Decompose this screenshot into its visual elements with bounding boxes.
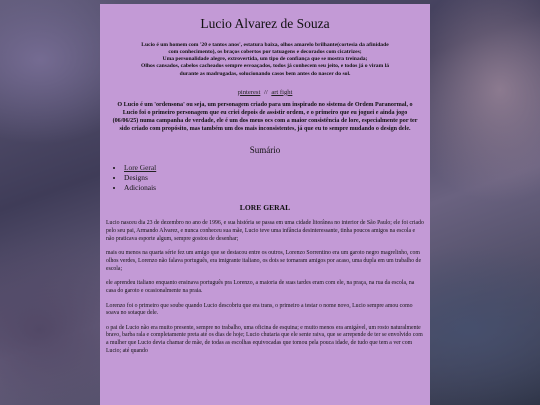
summary-heading: Sumário [249, 145, 281, 156]
lore-geral-link[interactable]: Lore Geral [124, 163, 157, 173]
intro-line: Olhos cansados, cabelos cacheados sempre esvoaçados, todos já conhecem seu jeito, e todos já o viram lá [140, 63, 390, 70]
lore-paragraph: mais ou menos na quarta série fez um amigo que se destacou entre os outros, Lorenzo Sorrentino era um garoto negro magrelinho, com olhos verdes, Lorenzo não falava português, era imigrante italiano, os dois se tornaram amigos por acaso, uma dupla em um trabalho de escola; [106, 250, 422, 272]
summary-item-lore-geral [124, 163, 424, 173]
lore-paragraph: ele aprendeu italiano enquanto ensinava português pra Lorenzo, a maioria de suas tardes eram com ele, na praça, na rua da escola, na casa do garoto e ocasionalmente na praia. [106, 280, 415, 294]
intro-text [108, 42, 422, 78]
lore-paragraph: Lucio nasceu dia 23 de dezembro no ano de 1996, e sua história se passa em uma cidade litorânea no interior de São Paulo; ele foi criado pelo seu pai, Armando Alvarez, e nunca conheceu sua mãe, Lucio teve uma infância desinteressante, tinha poucos amigos na escola e não praticava esporte algum, sempre gostou de desenhar; [106, 220, 424, 242]
external-links [106, 89, 424, 96]
content-panel [100, 4, 430, 405]
lore-paragraph: o pai de Lucio não era muito presente, sempre no trabalho, uma oficina de esquina; e muito menos era amigável, um rosto naturalmente bravo, barba rala e completamente preta até os dias de hoje; Lucio chutaria que ele sente raiva, que se arrepende de ter se envolvido com a mulher que Lucio devia chamar de mãe, de todas as escolhas equivocadas que tomou pela pouca idade, de tudo que tem a ver com Lucio; até quando [106, 324, 423, 354]
summary-item-adicionais: • Adicionais [124, 183, 424, 193]
lore-body [106, 220, 424, 355]
page-title: Lucio Alvarez de Souza [200, 16, 330, 31]
art-fight-link[interactable]: art fight [271, 88, 293, 96]
intro-line: Lucio é um homem com '20 e tantos anos', estatura baixa, olhos amarelo brilhante(cortesia da afinidade [141, 42, 389, 48]
pinterest-link[interactable]: pinterest [237, 88, 261, 96]
intro-line: Uma personalidade alegre, extrovertida, um tipo de confiança que se mostra treinada; [162, 56, 368, 63]
lore-paragraph: Lorenzo foi o primeiro que soube quando Lucio descobriu que era trans, o primeiro a testar o nome novo, Lucio sempre amou como soava no sotaque dele. [106, 302, 413, 317]
character-blurb: O Lucio é um 'ordensona' ou seja, um personagem criado para um inspirado no sistema de Ordem Paranormal, o Lucio foi o primeiro personagem que eu criei depois de assistir ordem, e o primeiro que eu joguei e ainda jogo (06/06/25) numa campanha de verdade, ele é um dos meus ocs com a maior consistência de lore, especialmente por ter sido criado com propósito, mas também um dos mais inconsistentes, já que eu to sempre mudando o design dele. [112, 101, 418, 132]
section-heading-lore-geral: LORE GERAL [239, 203, 291, 213]
link-separator: // [263, 88, 268, 96]
summary-item-designs: • Designs [124, 173, 424, 183]
intro-line: durante as madrugadas, solucionando casos bem antes do nascer do sol. [179, 70, 351, 77]
summary-list [106, 163, 424, 193]
intro-line: com conhecimento), os braços cobertos por tatuagens e decorados com cicatrizes; [168, 49, 362, 56]
